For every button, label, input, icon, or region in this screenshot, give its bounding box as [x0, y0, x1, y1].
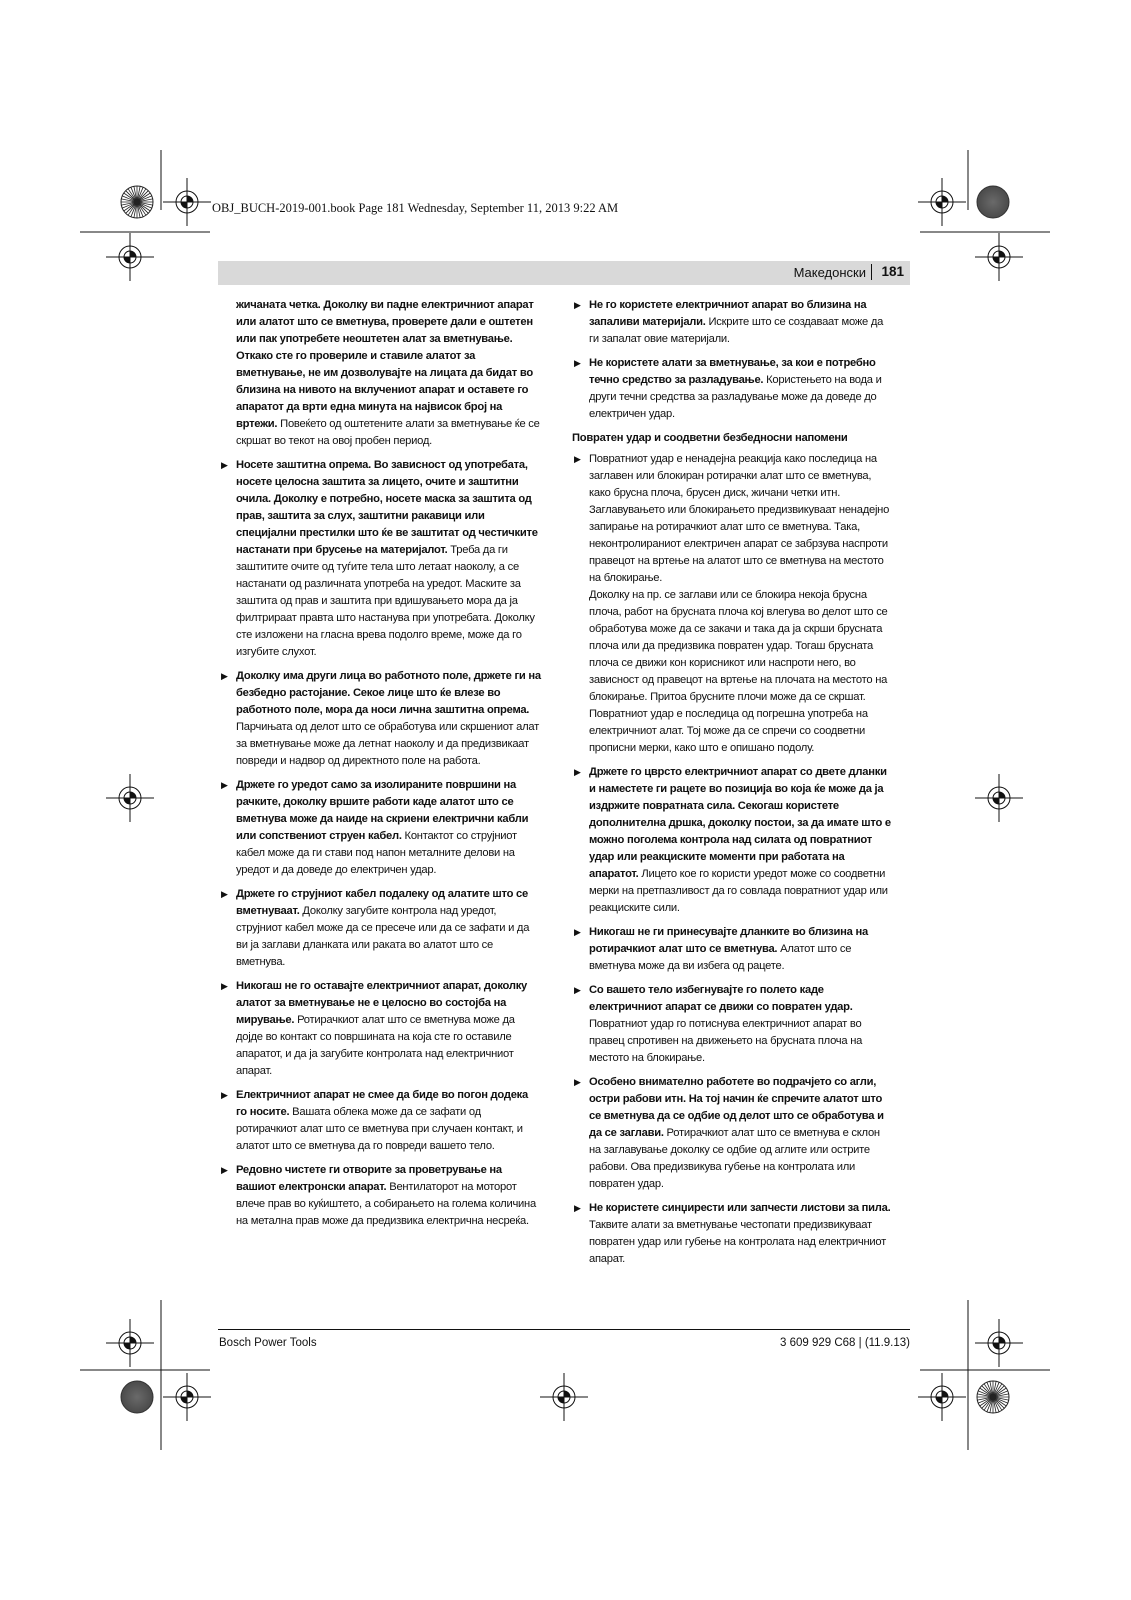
right-column: [572, 297, 894, 1275]
bullet-arrow-icon: ▶: [221, 460, 228, 470]
bullet-arrow-icon: ▶: [574, 985, 581, 995]
footer-doc-number: 3 609 929 C68 | (11.9.13): [779, 1337, 910, 1349]
kickback-paragraph: Повратниот удар е последица од погрешна употреба на електричниот алат. Тој може да се спречи со соодветни прописни мерки, како што е опишано подолу.: [589, 708, 868, 754]
kickback-item: [572, 451, 894, 757]
bullet-arrow-icon: ▶: [221, 981, 228, 991]
bullet-arrow-icon: ▶: [574, 1203, 581, 1213]
bullet-arrow-icon: ▶: [221, 1165, 228, 1175]
kickback-paragraph: Повратниот удар е ненадејна реакција како последица на заглавен или блокиран ротирачки алат што се вметнува, како брусна плоча, брусен диск, жичани четки итн. Заглавувањето или блокирањето предизвикуваат ненадејно запирање на ротирачкиот алат што се вметнува. Така, неконтролираниот електричен апарат се забрзува наспроти правецот на вртење на алатот што се вметнува на местото на блокирање.: [589, 453, 890, 584]
page-number: 181: [881, 264, 904, 279]
continuation-paragraph: жичаната четка. Доколку ви падне електричниот апарат или алатот што се вметнува, проверете дали е оштетен или пак употребете неоштетен алат за вметнување. Откако сте го провериле и ставиле алатот за вметнување, не им дозволувајте на лицата да бидат во близина на нивото на вклучениот апарат и оставете го апаратот да врти една минута на највисок број на вртежи. Повеќето од оштетените алати за вметнување ќе се скршат во текот на овој пробен период.: [236, 299, 540, 447]
safety-item: ▶ Редовно чистете ги отворите за проветрување на вашиот електронски апарат. Вентилаторот на моторот влече прав во куќиштето, а собирањето на голема количина на метална прав може да предизвика електрична несреќа.: [221, 1164, 536, 1227]
safety-item: ▶ Со вашето тело избегнувајте го полето каде електричниот апарат се движи со повратен удар. Повратниот удар го потиснува електричниот апарат во правец спротивен на движењето на брусната плоча на местото на блокирање.: [574, 984, 863, 1064]
safety-item: ▶ Држете го уредот само за изолираните површини на рачките, доколку вршите работи каде алатот што се вметнува може да наиде на скриени електрични кабли или сопствениот струен кабел. Контактот со струјниот кабел може да ги стави под напон металните делови на уредот и да доведе до електричен удар.: [221, 779, 529, 876]
safety-item: ▶ Особено внимателно работете во подрачјето со агли, остри рабови итн. На тој начин ќе спречите алатот што се вметнува да се одбие од делот што се обработува и да се заглави. Ротирачкиот алат што се вметнува е склон на заглавување доколку се одбие од аглите или острите рабови. Ова предизвикува губење на контролата или повратен удар.: [574, 1076, 884, 1190]
bullet-arrow-icon: ▶: [574, 454, 581, 464]
footer-brand: Bosch Power Tools: [219, 1337, 317, 1349]
section-heading: Повратен удар и соодветни безбедносни напомени: [572, 432, 848, 444]
safety-item: ▶ Никогаш не ги принесувајте дланките во близина на ротирачкиот алат што се вметнува. Алатот што се вметнува може да ви избега од рацете.: [574, 926, 868, 972]
safety-item: ▶ Држете го цврсто електричниот апарат со двете дланки и наместете ги рацете во позиција во која ќе може да ја издржите повратната сила. Секогаш користете дополнителна дршка, доколку постои, за да имате што е можно поголема контрола над силата од повратниот удар или реакциските моменти при работата на апаратот. Лицето кое го користи уредот може со соодветни мерки на претпазливост да го совлада повратниот удар или реакциските сили.: [574, 766, 891, 914]
bullet-arrow-icon: ▶: [221, 780, 228, 790]
safety-item: ▶ Не користете алати за вметнување, за кои е потребно течно средство за разладување. Користењето на вода и други течни средства за разладување може да доведе до електричен удар.: [574, 357, 882, 420]
safety-item: ▶ Не користете синџирести или запчести листови за пила. Таквите алати за вметнување честопати предизвикуваат повратен удар или губење на контролата над електричниот апарат.: [574, 1202, 891, 1265]
safety-item: ▶ Држете го струјниот кабел подалеку од алатите што се вметнуваат. Доколку загубите контрола над уредот, струјниот кабел може да се пресече или да се зафати и да ви ја заглави дланката или раката во алатот што се вметнува.: [221, 888, 530, 968]
safety-item: ▶ Не го користете електричниот апарат во близина на запаливи материјали. Искрите што се создаваат може да ги запалат овие материјали.: [574, 299, 884, 345]
safety-item: ▶ Носете заштитна опрема. Во зависност од употребата, носете целосна заштита за лицето, очите и заштитни очила. Доколку е потребно, носете маска за заштита од прав, заштита за слух, заштитни ракавици или специјални престилки што ќе ве заштитат од честичките настанати при брусење на материјалот. Треба да ги заштитите очите од туѓите тела што летаат наоколу, а се настанати од различната употреба на уредот. Маските за заштита од прав и заштита при вдишувањето мора да ја филтрираат правта што настанува при употребата. Доколку сте изложени на гласна врева подолго време, може да го изгубите слухот.: [221, 459, 538, 658]
safety-item: ▶ Електричниот апарат не смее да биде во погон додека го носите. Вашата облека може да се зафати од ротирачкиот алат што се вметнува при случаен контакт, и алатот што се вметнува да го повреди вашето тело.: [221, 1089, 528, 1152]
header-language: Македонски: [793, 265, 866, 280]
bullet-arrow-icon: ▶: [574, 358, 581, 368]
bullet-arrow-icon: ▶: [574, 927, 581, 937]
kickback-paragraph: Доколку на пр. се заглави или се блокира некоја брусна плоча, работ на брусната плоча кој влегува во делот што се обработува може да се закачи и така да ја скрши брусната плоча или да предизвика повратен удар. Тогаш брусната плоча се движи кон корисникот или наспроти него, во зависност од правецот на вртење на плочата на местото на блокирање. Притоа брусните плочи може да се скршат.: [589, 589, 888, 703]
bullet-arrow-icon: ▶: [574, 300, 581, 310]
bullet-arrow-icon: ▶: [574, 1077, 581, 1087]
safety-item: ▶ Доколку има други лица во работното поле, држете ги на безбедно растојание. Секое лице што ќе влезе во работното поле, мора да носи лична заштитна опрема. Парчињата од делот што се обработува или скршениот алат за вметнување може да летнат наоколу и да предизвикаат повреди и надвор од директното поле на работа.: [221, 670, 541, 767]
bullet-arrow-icon: ▶: [221, 671, 228, 681]
bullet-arrow-icon: ▶: [574, 767, 581, 777]
page-header: [218, 261, 910, 285]
footer-rule: [218, 1329, 910, 1330]
left-column: [219, 297, 541, 1237]
bullet-arrow-icon: ▶: [221, 889, 228, 899]
printer-info-line: OBJ_BUCH-2019-001.book Page 181 Wednesday, September 11, 2013 9:22 AM: [212, 201, 619, 215]
safety-item: ▶ Никогаш не го оставајте електричниот апарат, доколку алатот за вметнување не е целосно во состојба на мирување. Ротирачкиот алат што се вметнува може да дојде во контакт со површината на која сте го оставиле апаратот, и да ја загубите контролата над електричниот апарат.: [221, 980, 528, 1077]
bullet-arrow-icon: ▶: [221, 1090, 228, 1100]
header-separator: [871, 264, 872, 280]
